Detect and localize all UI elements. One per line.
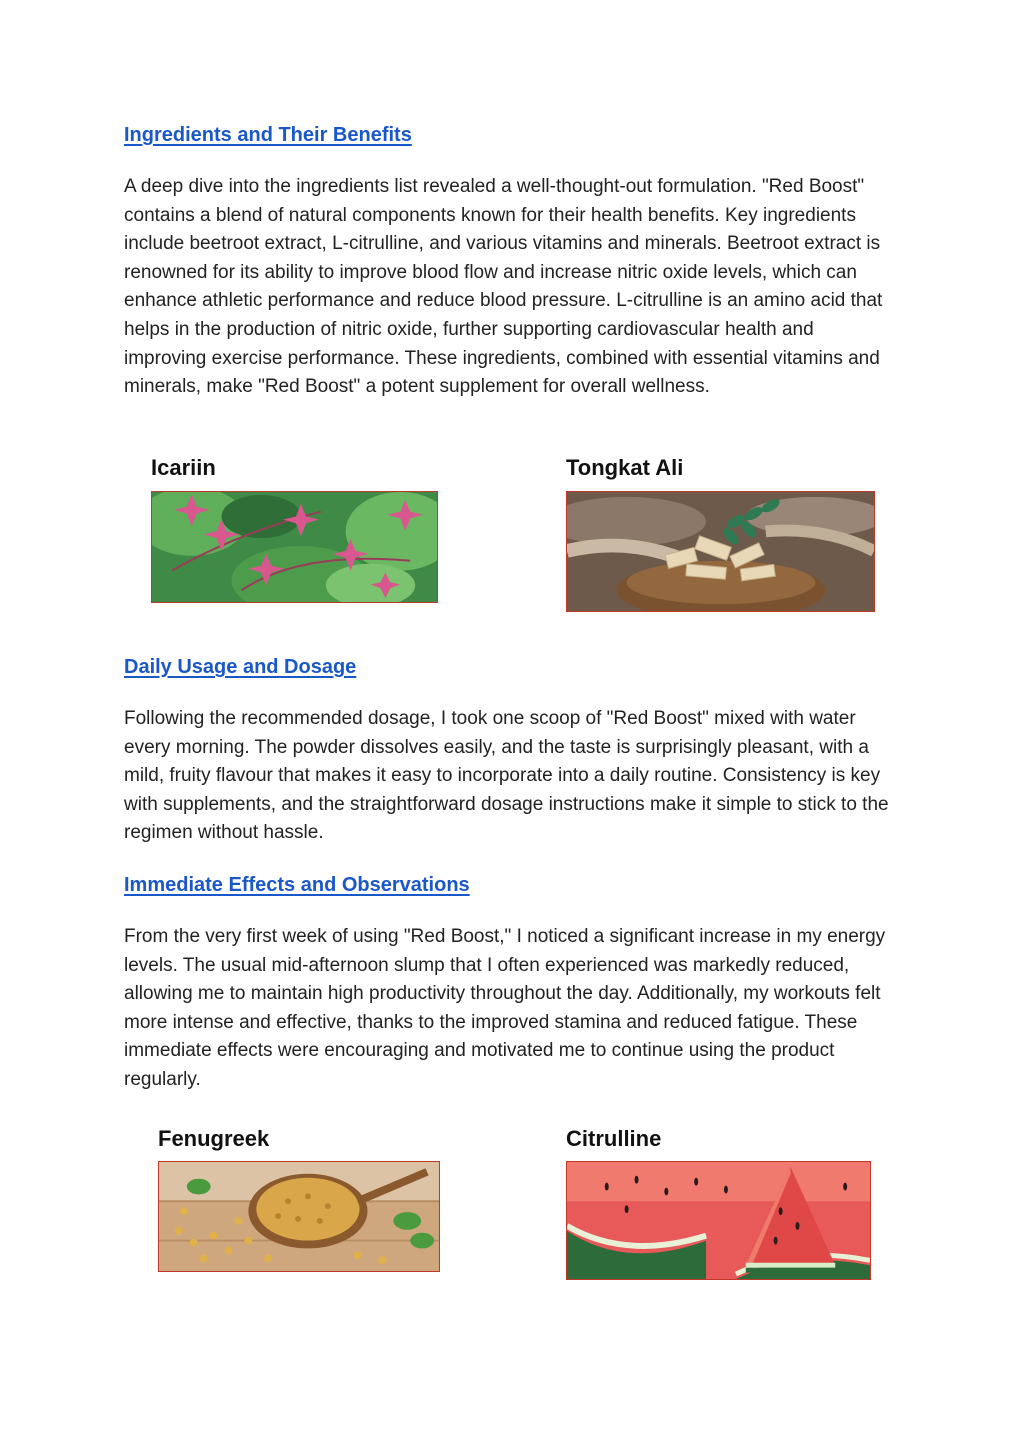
heading-dosage[interactable]: Daily Usage and Dosage	[124, 656, 357, 678]
label-citrulline: Citrulline	[566, 1126, 662, 1151]
label-fenugreek: Fenugreek	[158, 1126, 270, 1151]
paragraph-effects: From the very first week of using "Red Boost," I noticed a significant increase in my energy levels. The usual mid-afternoon slump that I often experienced was markedly reduced, allowing me to maintain high productivity throughout the day. Additionally, my workouts felt more intense and effective, thanks to the improved stamina and reduced fatigue. These immediate effects were encouraging and motivated me to continue using the product regularly.	[124, 926, 886, 1090]
heading-ingredients[interactable]: Ingredients and Their Benefits	[124, 124, 412, 146]
fenugreek-image	[158, 1161, 440, 1272]
heading-effects[interactable]: Immediate Effects and Observations	[124, 874, 470, 896]
label-icariin: Icariin	[151, 455, 216, 480]
icariin-image	[151, 491, 438, 603]
watermelon-slices-photo-icon	[567, 1162, 870, 1279]
root-basket-photo-icon	[567, 492, 874, 611]
paragraph-ingredients: A deep dive into the ingredients list revealed a well-thought-out formulation. "Red Boost" contains a blend of natural components known for their health benefits. Key ingredients include beetroot extract, L-citrulline, and various vitamins and minerals. Beetroot extract is renowned for its ability to improve blood flow and increase nitric oxide levels, which can enhance athletic performance and reduce blood pressure. L-citrulline is an amino acid that helps in the production of nitric oxide, further supporting cardiovascular health and improving exercise performance. These ingredients, combined with essential vitamins and minerals, make "Red Boost" a potent supplement for overall wellness.	[124, 176, 883, 398]
label-tongkat-ali: Tongkat Ali	[566, 455, 684, 480]
citrulline-image	[566, 1161, 871, 1280]
fenugreek-seeds-photo-icon	[159, 1162, 439, 1271]
tongkat-ali-image	[566, 491, 875, 612]
paragraph-dosage: Following the recommended dosage, I took one scoop of "Red Boost" mixed with water every morning. The powder dissolves easily, and the taste is surprisingly pleasant, with a mild, fruity flavour that makes it easy to incorporate into a daily routine. Consistency is key with supplements, and the straightforward dosage instructions make it simple to stick to the regimen without hassle.	[124, 708, 889, 844]
pink-flower-photo-icon	[152, 492, 437, 602]
